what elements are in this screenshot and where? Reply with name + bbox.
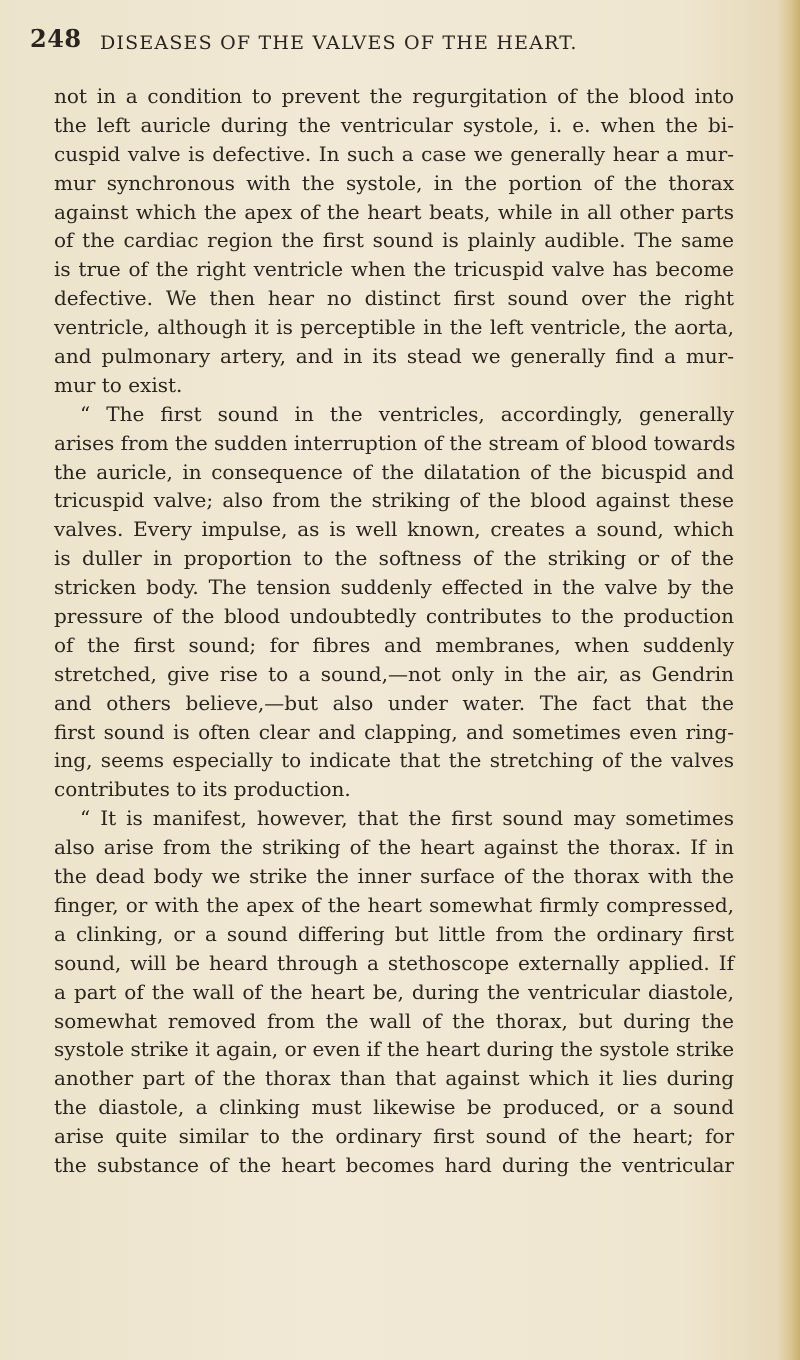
- page-body: [54, 82, 734, 1180]
- text-line: first sound is often clear and clapping, and sometimes even ring-: [54, 719, 734, 744]
- page-edge: [778, 0, 800, 1360]
- text-line: valves. Every impulse, as is well known, creates a sound, which: [54, 517, 734, 542]
- text-line: the auricle, in consequence of the dilatation of the bicuspid and: [54, 459, 734, 484]
- text-line: another part of the thorax than that against which it lies during: [54, 1066, 734, 1091]
- text-line: of the cardiac region the first sound is plainly audible. The same: [54, 228, 734, 253]
- text-line: a part of the wall of the heart be, during the ventricular diastole,: [54, 979, 734, 1004]
- running-head: DISEASES OF THE VALVES OF THE HEART.: [100, 32, 578, 54]
- text-line: the dead body we strike the inner surface of the thorax with the: [54, 864, 734, 889]
- text-line: the left auricle during the ventricular systole, i. e. when the bi-: [54, 112, 734, 137]
- text-line: finger, or with the apex of the heart somewhat firmly compressed,: [54, 892, 734, 917]
- page-number: 248: [30, 24, 82, 53]
- text-line: “ It is manifest, however, that the first sound may sometimes: [80, 806, 734, 831]
- text-line: sound, will be heard through a stethoscope externally applied. If: [54, 950, 734, 975]
- text-line: pressure of the blood undoubtedly contributes to the production: [54, 604, 734, 629]
- text-line: tricuspid valve; also from the striking of the blood against these: [54, 488, 734, 513]
- text-line: not in a condition to prevent the regurgitation of the blood into: [54, 84, 734, 108]
- text-line: arise quite similar to the ordinary first sound of the heart; for: [54, 1124, 734, 1149]
- text-line: a clinking, or a sound differing but little from the ordinary first: [54, 921, 734, 946]
- text-line: cuspid valve is defective. In such a case we generally hear a mur-: [54, 141, 734, 166]
- text-line: the diastole, a clinking must likewise be produced, or a sound: [54, 1095, 734, 1120]
- text-line: somewhat removed from the wall of the thorax, but during the: [54, 1008, 734, 1033]
- text-line: mur to exist.: [54, 372, 183, 397]
- text-line: systole strike it again, or even if the heart during the systole strike: [54, 1037, 735, 1062]
- text-line: against which the apex of the heart beats, while in all other parts: [54, 199, 734, 224]
- text-line: stretched, give rise to a sound,—not only in the air, as Gendrin: [54, 661, 734, 686]
- text-line: and pulmonary artery, and in its stead we generally find a mur-: [54, 344, 734, 369]
- text-line: is true of the right ventricle when the tricuspid valve has become: [54, 257, 734, 282]
- text-line: mur synchronous with the systole, in the portion of the thorax: [54, 170, 734, 195]
- text-line: defective. We then hear no distinct first sound over the right: [54, 286, 734, 311]
- text-line: ventricle, although it is perceptible in the left ventricle, the aorta,: [54, 315, 734, 340]
- text-line: and others believe,—but also under water. The fact that the: [54, 690, 734, 715]
- text-line: of the first sound; for fibres and membranes, when suddenly: [54, 632, 734, 657]
- text-line: also arise from the striking of the heart against the thorax. If in: [54, 835, 734, 860]
- page-header: [30, 24, 750, 58]
- text-line: “ The first sound in the ventricles, accordingly, generally: [80, 401, 734, 426]
- text-line: arises from the sudden interruption of the stream of blood towards: [54, 430, 736, 455]
- text-line: stricken body. The tension suddenly effected in the valve by the: [54, 575, 734, 600]
- text-line: ing, seems especially to indicate that the stretching of the valves: [54, 748, 734, 773]
- text-line: the substance of the heart becomes hard during the ventricular: [54, 1152, 734, 1177]
- text-line: is duller in proportion to the softness of the striking or of the: [54, 546, 734, 571]
- text-line: contributes to its production.: [54, 777, 351, 802]
